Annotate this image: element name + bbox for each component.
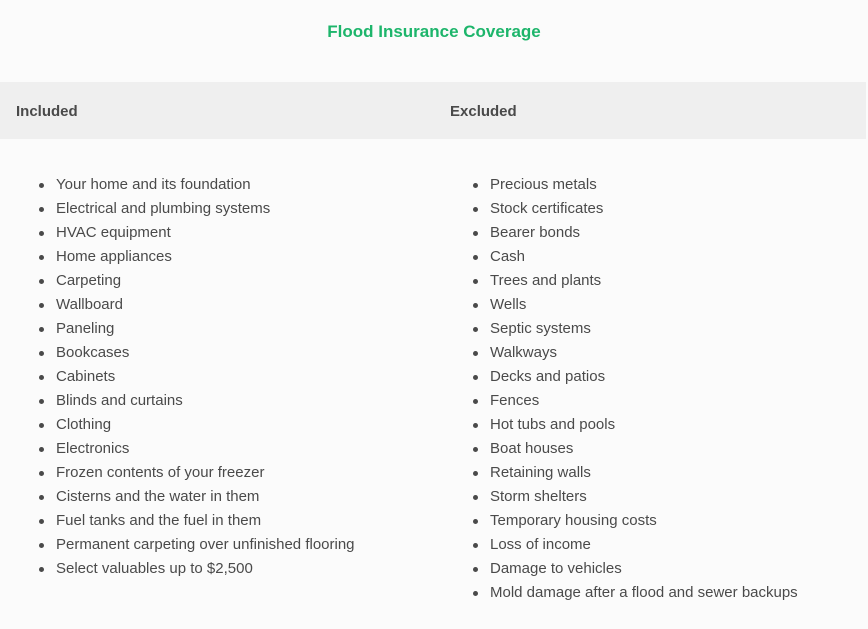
excluded-item: Wells <box>490 293 798 317</box>
included-list <box>34 173 355 581</box>
included-item: Frozen contents of your freezer <box>56 461 355 485</box>
excluded-item: Decks and patios <box>490 365 798 389</box>
included-item: Electrical and plumbing systems <box>56 197 355 221</box>
excluded-item: Boat houses <box>490 437 798 461</box>
included-item: Clothing <box>56 413 355 437</box>
excluded-item: Hot tubs and pools <box>490 413 798 437</box>
included-item: Electronics <box>56 437 355 461</box>
excluded-item: Temporary housing costs <box>490 509 798 533</box>
excluded-item: Fences <box>490 389 798 413</box>
excluded-item: Cash <box>490 245 798 269</box>
excluded-list <box>468 173 798 605</box>
included-item: Permanent carpeting over unfinished flooring <box>56 533 355 557</box>
included-item: Blinds and curtains <box>56 389 355 413</box>
included-item: Cisterns and the water in them <box>56 485 355 509</box>
excluded-item: Stock certificates <box>490 197 798 221</box>
excluded-item: Septic systems <box>490 317 798 341</box>
included-item: Bookcases <box>56 341 355 365</box>
excluded-item: Trees and plants <box>490 269 798 293</box>
included-item: Home appliances <box>56 245 355 269</box>
included-item: Your home and its foundation <box>56 173 355 197</box>
included-item: Paneling <box>56 317 355 341</box>
excluded-item: Storm shelters <box>490 485 798 509</box>
included-item: HVAC equipment <box>56 221 355 245</box>
excluded-column-heading: Excluded <box>450 103 517 120</box>
excluded-item: Precious metals <box>490 173 798 197</box>
table-header-row <box>0 82 866 139</box>
excluded-item: Mold damage after a flood and sewer backups <box>490 581 798 605</box>
included-item: Wallboard <box>56 293 355 317</box>
excluded-item: Walkways <box>490 341 798 365</box>
included-item: Fuel tanks and the fuel in them <box>56 509 355 533</box>
page-title: Flood Insurance Coverage <box>327 22 541 41</box>
included-item: Carpeting <box>56 269 355 293</box>
included-item: Cabinets <box>56 365 355 389</box>
excluded-item: Bearer bonds <box>490 221 798 245</box>
included-column-heading: Included <box>16 103 78 120</box>
included-item: Select valuables up to $2,500 <box>56 557 355 581</box>
excluded-item: Damage to vehicles <box>490 557 798 581</box>
excluded-item: Loss of income <box>490 533 798 557</box>
excluded-item: Retaining walls <box>490 461 798 485</box>
